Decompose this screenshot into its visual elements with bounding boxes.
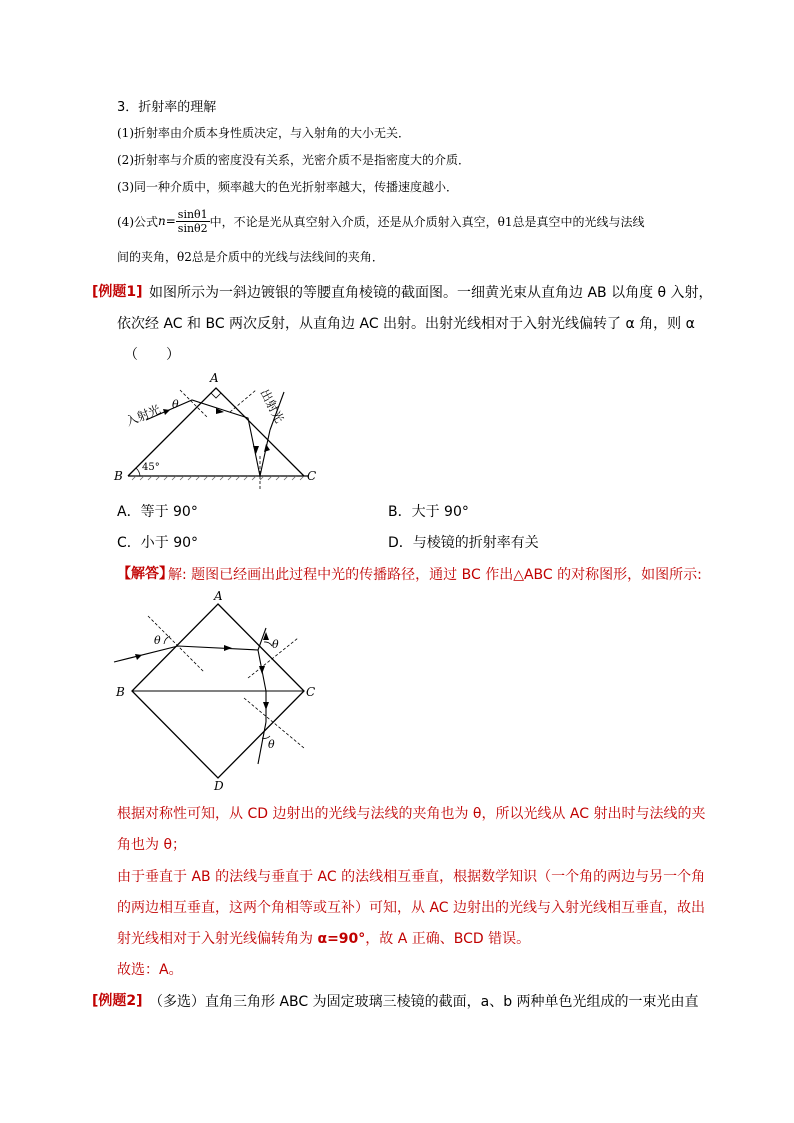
example1-label: [例题1] [92, 284, 143, 300]
formula-numerator: sinθ1 [177, 207, 208, 221]
figure1-prism-diagram [108, 368, 328, 490]
para2-line1: 由于垂直于 AB 的法线与垂直于 AC 的法线相互垂直，根据数学知识（一个角的两边与另一个角 [117, 869, 706, 885]
item-3: (3)同一种介质中，频率越大的色光折射率越大，传播速度越小． [117, 180, 459, 194]
para1-line2: 角也为 θ； [117, 837, 187, 853]
para2-line2: 的两边相互垂直，这两个角相等或互补）可知，从 AC 边射出的光线与入射光线相互垂直，故出 [117, 900, 706, 916]
cd-exit-ray [258, 722, 266, 764]
theta-arc-ab [164, 636, 170, 644]
theta-arc-ac [264, 642, 272, 646]
item-2: (2)折射率与介质的密度没有关系，光密介质不是指密度大的介质． [117, 153, 471, 167]
normal-ac [230, 390, 256, 412]
item-4-line2: 间的夹角，θ2总是介质中的光线与法线间的夹角． [117, 250, 384, 264]
option-b: B．大于 90° [388, 504, 469, 520]
vertex-d: D [214, 779, 224, 793]
vertex-b: B [116, 685, 125, 699]
item-1: (1)折射率由介质本身性质决定，与入射角的大小无关． [117, 126, 411, 140]
base-hatching [128, 476, 308, 480]
formula-n: n [158, 214, 166, 228]
formula-denominator: sinθ2 [177, 221, 208, 235]
item-4 [117, 204, 645, 238]
angle-45-label: 45° [142, 462, 160, 473]
vertex-b: B [114, 469, 123, 483]
arrow-3 [259, 666, 265, 674]
item-4-prefix: (4)公式 [117, 214, 158, 229]
arrow-2 [224, 645, 232, 651]
vertex-c: C [307, 469, 317, 483]
theta-label-cd: θ [268, 738, 275, 751]
formula-equals: = [165, 214, 176, 228]
theta-label-ab: θ [154, 634, 161, 647]
vertex-c: C [306, 685, 316, 699]
option-d: D．与棱镜的折射率有关 [388, 535, 539, 551]
angle-arc-b [136, 468, 140, 476]
para2-line3-post: ，故 A 正确、BCD 错误。 [365, 931, 531, 947]
vertex-a: A [214, 589, 223, 603]
section-title: 3．折射率的理解 [117, 100, 217, 115]
formula-fraction [176, 208, 210, 235]
arrow-4 [263, 702, 269, 710]
final-choice: 故选：A。 [117, 962, 183, 978]
answer-intro: 解: 题图已经画出此过程中光的传播路径，通过 BC 作出△ABC 的对称图形，如图所示: [168, 567, 702, 583]
option-a: A．等于 90° [117, 504, 198, 520]
deflection-equation: α=90° [317, 931, 366, 947]
example1-line2: 依次经 AC 和 BC 两次反射，从直角边 AC 出射。出射光线相对于入射光线偏转了 α 角，则 α [117, 316, 695, 332]
arrow-3 [253, 446, 259, 454]
right-angle-mark [211, 393, 221, 398]
para2-line3 [117, 928, 530, 948]
theta-label: θ [172, 398, 179, 411]
incident-light-label: 入射光 [123, 402, 163, 429]
example2-label: [例题2] [92, 993, 143, 1009]
para1-line1-text: 根据对称性可知，从 CD 边射出的光线与法线的夹角也为 θ，所以光线从 AC 射出时与法线的夹 [117, 806, 706, 822]
arrow-1 [163, 409, 170, 415]
para2-line3-pre: 射光线相对于入射光线偏转角为 [117, 931, 318, 947]
item-4-suffix: 中，不论是光从真空射入介质，还是从介质射入真空，θ1总是真空中的光线与法线 [209, 214, 645, 229]
answer-label: 【解答】 [117, 566, 173, 582]
vertex-a: A [210, 371, 219, 385]
example1-blank: （ ） [124, 347, 180, 363]
arrow-1 [135, 654, 142, 660]
outgoing-light-label: 出射光 [257, 386, 287, 426]
figure2-symmetric-diagram [108, 588, 330, 794]
theta-label-ac: θ [272, 638, 279, 651]
example1-line1: 如图所示为一斜边镀银的等腰直角棱镜的截面图。一细黄光束从直角边 AB 以角度 θ 入射， [149, 285, 713, 301]
example2-text: （多选）直角三角形 ABC 为固定玻璃三棱镜的截面，a、b 两种单色光组成的一束光由直 [149, 994, 699, 1010]
option-c: C．小于 90° [117, 535, 199, 551]
para1-line1 [117, 803, 705, 823]
